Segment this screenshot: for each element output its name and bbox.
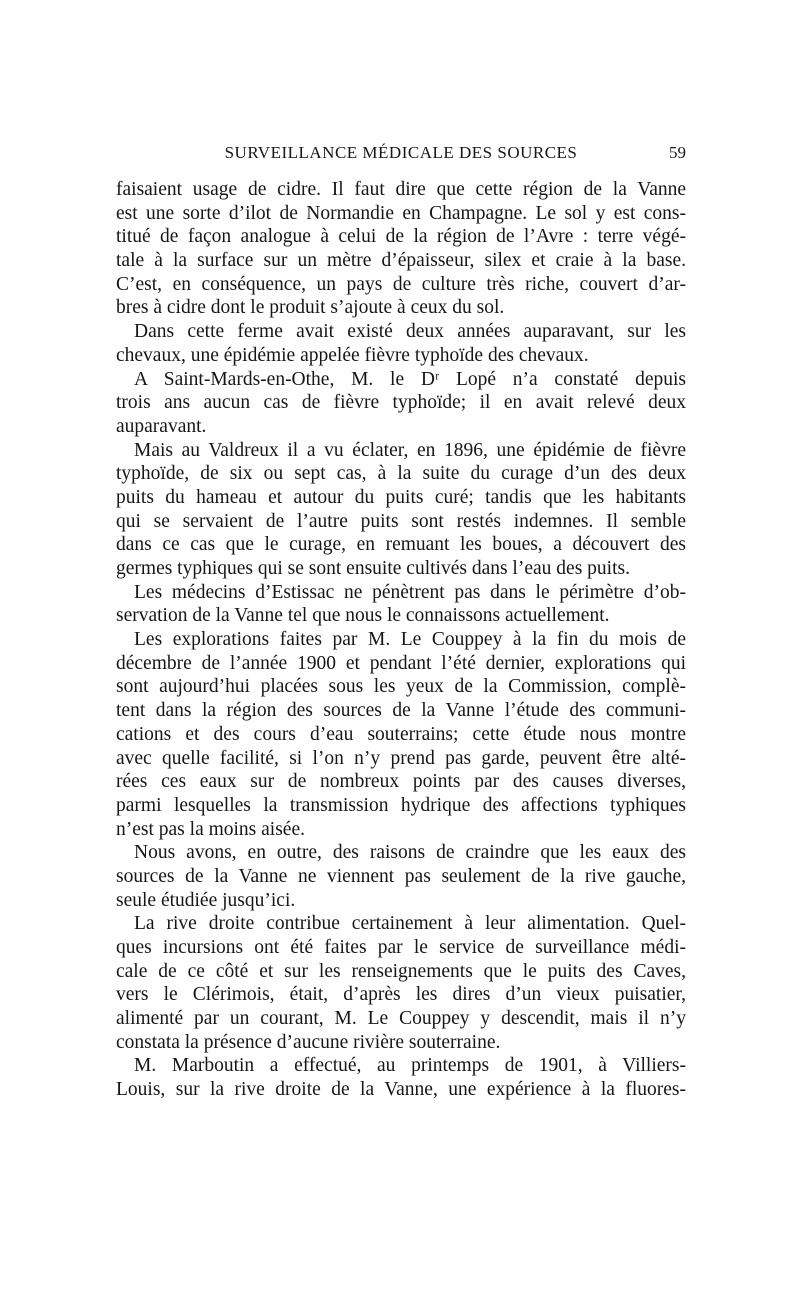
text-line: cations et des cours d’eau souterrains; cette étude nous montre (116, 723, 686, 745)
text-line: trois ans aucun cas de fièvre typhoïde; il en avait relevé deux (116, 392, 686, 414)
text-line: qui se servaient de l’autre puits sont restés indemnes. Il semble (116, 510, 686, 532)
text-line: tent dans la région des sources de la Vanne l’étude des communi- (116, 700, 686, 722)
text-line: puits du hameau et autour du puits curé; tandis que les habitants (116, 486, 686, 508)
text-line: Louis, sur la rive droite de la Vanne, une expérience à la fluores- (116, 1079, 686, 1101)
text-line: décembre de l’année 1900 et pendant l’été dernier, explorations qui (116, 652, 686, 674)
text-line: vers le Clérimois, était, d’après les dires d’un vieux puisatier, (116, 984, 686, 1006)
text-line: faisaient usage de cidre. Il faut dire que cette région de la Vanne (116, 179, 686, 200)
body-text (116, 178, 686, 1102)
text-line: constata la présence d’aucune rivière souterraine. (116, 1031, 501, 1053)
text-line: auparavant. (116, 415, 207, 437)
page-number: 59 (669, 143, 686, 162)
text-line: dans ce cas que le curage, en remuant les boues, a découvert des (116, 534, 686, 556)
text-line: Les médecins d’Estissac ne pénètrent pas dans le périmètre d’ob- (134, 581, 686, 603)
text-line: A Saint-Mards-en-Othe, M. le Dʳ Lopé n’a constaté depuis (134, 368, 686, 390)
text-line: Mais au Valdreux il a vu éclater, en 1896, une épidémie de fièvre (134, 439, 686, 461)
text-line: sources de la Vanne ne viennent pas seulement de la rive gauche, (116, 865, 686, 887)
text-line: Nous avons, en outre, des raisons de craindre que les eaux des (134, 842, 686, 864)
text-line: avec quelle facilité, si l’on n’y prend pas garde, peuvent être alté- (116, 747, 686, 769)
text-line: bres à cidre dont le produit s’ajoute à ceux du sol. (116, 297, 505, 319)
text-line: seule étudiée jusqu’ici. (116, 889, 296, 911)
text-line: Dans cette ferme avait existé deux années auparavant, sur les (134, 321, 686, 343)
text-line: M. Marboutin a effectué, au printemps de 1901, à Villiers- (134, 1055, 686, 1077)
text-line: titué de façon analogue à celui de la région de l’Avre : terre végé- (116, 226, 686, 248)
text-line: ques incursions ont été faites par le service de surveillance médi- (116, 937, 686, 958)
text-line: typhoïde, de six ou sept cas, à la suite du curage d’un des deux (116, 463, 686, 485)
text-line: parmi lesquelles la transmission hydrique des affections typhiques (116, 794, 686, 816)
text-line: germes typhiques qui se sont ensuite cultivés dans l’eau des puits. (116, 558, 630, 579)
text-line: C’est, en conséquence, un pays de culture très riche, couvert d’ar- (116, 273, 686, 295)
text-line: tale à la surface sur un mètre d’épaisseur, silex et craie à la base. (116, 250, 686, 272)
text-line: cale de ce côté et sur les renseignements que le puits des Caves, (116, 960, 686, 982)
text-line: alimenté par un courant, M. Le Couppey y descendit, mais il n’y (116, 1008, 686, 1030)
text-line: Les explorations faites par M. Le Couppey à la fin du mois de (134, 629, 686, 651)
text-line: La rive droite contribue certainement à leur alimentation. Quel- (134, 913, 686, 935)
text-line: rées ces eaux sur de nombreux points par des causes diverses, (116, 771, 686, 793)
text-line: sont aujourd’hui placées sous les yeux de la Commission, complè- (116, 676, 686, 698)
text-line: servation de la Vanne tel que nous le connaissons actuellement. (116, 605, 610, 627)
text-line: n’est pas la moins aisée. (116, 818, 305, 840)
text-line: chevaux, une épidémie appelée fièvre typhoïde des chevaux. (116, 344, 589, 366)
running-head (116, 143, 686, 169)
running-title: SURVEILLANCE MÉDICALE DES SOURCES (224, 143, 578, 162)
text-line: est une sorte d’ilot de Normandie en Champagne. Le sol y est cons- (116, 202, 686, 224)
